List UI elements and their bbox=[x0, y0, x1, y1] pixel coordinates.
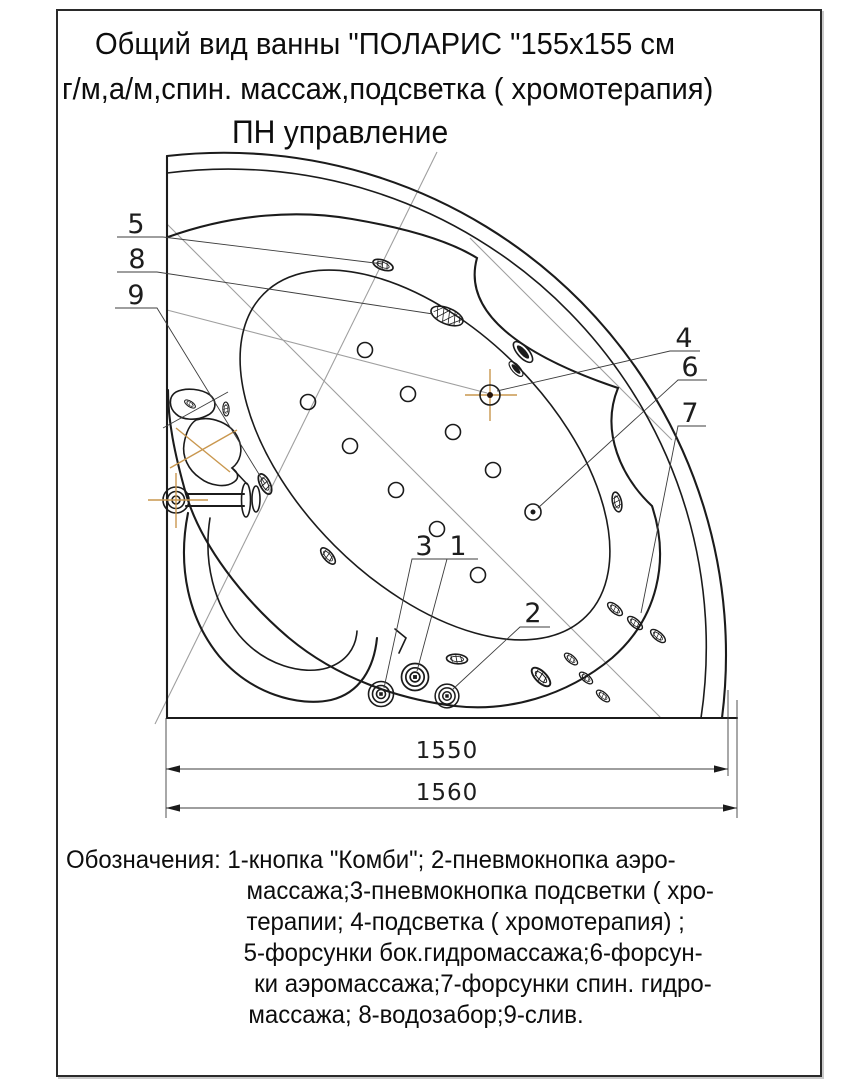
chromotherapy-light-symbol bbox=[465, 369, 517, 421]
legend-line-4: 5-форсунки бок.гидромассажа;6-форсун- bbox=[243, 939, 703, 967]
legend-line-5: ки аэромассажа;7-форсунки спин. гидро- bbox=[254, 970, 712, 998]
inner-rim-arc bbox=[167, 169, 706, 718]
callout-4: 4 bbox=[675, 323, 693, 354]
legend-line-1: Обозначения: 1-кнопка "Комби"; 2-пневмокнопка аэро- bbox=[66, 846, 676, 874]
callout-5: 5 bbox=[127, 209, 145, 240]
aero-jet-marked bbox=[525, 504, 541, 520]
bowl-floor bbox=[173, 203, 676, 706]
construction-lines bbox=[155, 152, 672, 724]
dimension-inner-width: 1550 bbox=[415, 738, 479, 764]
callout-6: 6 bbox=[681, 352, 699, 383]
seat-tip-mark bbox=[395, 629, 406, 653]
callout-7: 7 bbox=[681, 398, 699, 429]
seat-contour bbox=[184, 513, 406, 702]
button-light bbox=[369, 682, 394, 707]
legend-line-2: массажа;3-пневмокнопка подсветки ( хро- bbox=[246, 877, 714, 905]
mixer-body bbox=[184, 419, 241, 486]
dimension-block bbox=[166, 690, 737, 818]
bowl-outline bbox=[168, 203, 677, 707]
button-kombi bbox=[402, 664, 429, 691]
callout-9: 9 bbox=[127, 280, 145, 311]
spout-flange bbox=[242, 483, 251, 517]
water-intake-grate bbox=[428, 302, 466, 330]
drawing-title-line2: г/м,а/м,спин. массаж,подсветка ( хромотерапия) bbox=[62, 71, 714, 106]
drawing-title-line1: Общий вид ванны "ПОЛАРИС "155х155 см bbox=[95, 26, 675, 61]
callout-1: 1 bbox=[449, 531, 467, 562]
callout-leaders bbox=[115, 237, 707, 690]
callout-2: 2 bbox=[524, 598, 542, 629]
button-aero bbox=[435, 684, 459, 708]
pneumatic-buttons bbox=[369, 664, 459, 708]
legend-block bbox=[66, 845, 766, 1031]
callout-3: 3 bbox=[415, 531, 433, 562]
legend-line-6: массажа; 8-водозабор;9-слив. bbox=[248, 1001, 584, 1029]
drawing-title-line3: ПН управление bbox=[232, 114, 449, 150]
legend-line-3: терапии; 4-подсветка ( хромотерапия) ; bbox=[246, 908, 685, 936]
callout-8: 8 bbox=[128, 244, 146, 275]
dimension-overall-width: 1560 bbox=[415, 780, 479, 806]
faucet-assembly bbox=[148, 389, 260, 528]
